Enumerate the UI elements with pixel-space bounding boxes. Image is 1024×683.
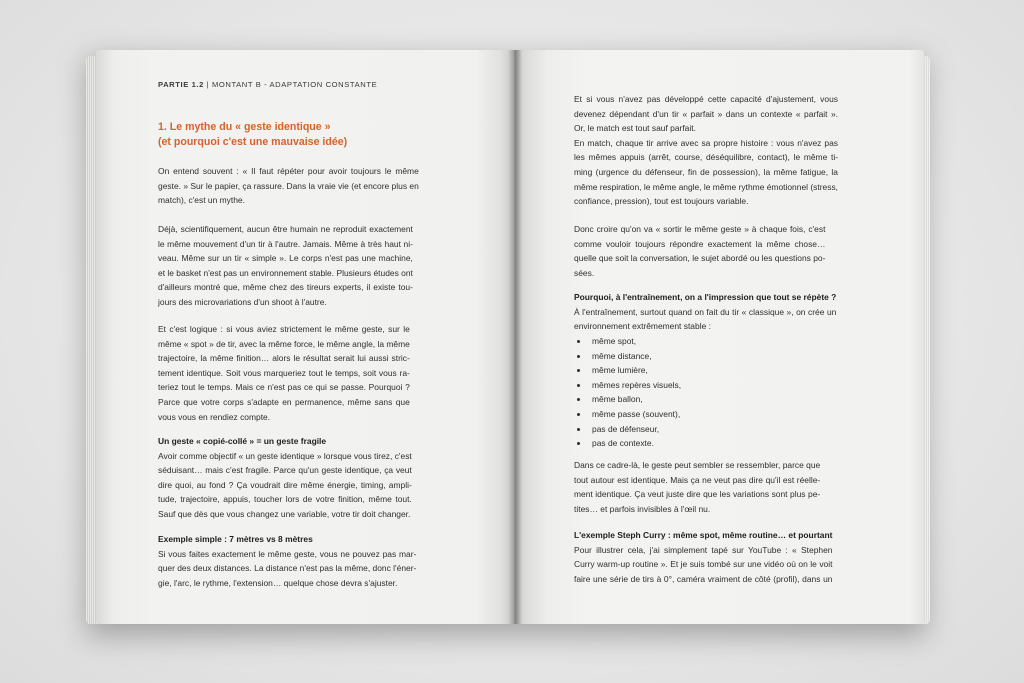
text-line: faire une série de tirs à 0°, caméra vraiment de côté (profil), dans un: [574, 573, 833, 584]
subheading: Exemple simple : 7 mètres vs 8 mètres: [158, 534, 313, 544]
text-line: environnement extrêmement stable :: [574, 321, 711, 332]
right-page: [514, 50, 924, 624]
text-line: tout autour est identique. Mais ça ne veut pas dire qu'il est réelle-: [574, 474, 821, 485]
text-line: veau. Même sur un tir « simple ». Le corps n'est pas une machine,: [158, 253, 413, 264]
text-line: jours des microvariations d'un shoot à l'autre.: [158, 296, 327, 307]
list-item: même spot,: [574, 334, 681, 349]
text-line: En match, chaque tir arrive avec sa propre histoire : vous n'avez pas: [574, 137, 839, 148]
text-line: gie, l'arc, le rythme, l'extension… quelque chose devra s'ajuster.: [158, 577, 398, 588]
text-line: Pour illustrer cela, j'ai simplement tapé sur YouTube : « Stephen: [574, 544, 833, 555]
text-line: Parce que votre corps s'adapte en permanence, même sans que: [158, 396, 410, 407]
section-example: [158, 532, 416, 590]
subheading: Un geste « copié-collé » = un geste fragile: [158, 436, 327, 446]
text-line: sées.: [574, 267, 595, 278]
training-conditions-list: [574, 334, 681, 451]
text-line: ming (urgence du défenseur, fin de possession), la même fatigue, la: [574, 166, 839, 177]
text-line: Déjà, scientifiquement, aucun être humain ne reproduit exactement: [158, 224, 413, 234]
text-line: tites… et parfois invisibles à l'œil nu.: [574, 503, 711, 514]
running-head-part: PARTIE 1.2: [158, 80, 204, 89]
section-fragile: [158, 434, 412, 522]
list-item: même lumière,: [574, 363, 681, 378]
section-training: [574, 290, 836, 334]
text-line: Si vous faites exactement le même geste, vous ne pouvez pas mar-: [158, 548, 417, 559]
list-item: mêmes repères visuels,: [574, 378, 681, 393]
text-line: À l'entraînement, surtout quand on fait du tir « classique », on crée un: [574, 306, 837, 317]
text-line: tement identique. Soit vous marqueriez tout le temps, soit vous ra-: [158, 367, 410, 378]
list-item: pas de défenseur,: [574, 422, 681, 437]
text-line: séduisant… mais c'est fragile. Parce qu'un geste identique, ça veut: [158, 465, 412, 476]
text-line: match), c'est un mythe.: [158, 195, 245, 206]
text-line: vous vous en rendiez compte.: [158, 411, 271, 422]
text-line: confiance, pression), tout est toujours variable.: [574, 196, 749, 207]
text-line: Donc croire qu'on va « sortir le même geste » à chaque fois, c'est: [574, 224, 826, 234]
list-item: même passe (souvent),: [574, 407, 681, 422]
text-line: même respiration, le même angle, le même rythme émotionnel (stress,: [574, 181, 839, 192]
chapter-title: [158, 120, 458, 150]
paragraph-framework: [574, 458, 820, 516]
text-line: tude, trajectoire, appuis, toucher lors de votre finition, même tout.: [158, 494, 412, 505]
paragraph-science: [158, 222, 413, 310]
paragraph-myth: [158, 164, 419, 208]
text-line: même « spot » de tir, avec la même force, le même angle, la même: [158, 338, 410, 349]
text-line: Et si vous n'avez pas développé cette capacité d'ajustement, vous: [574, 94, 839, 104]
book-spine-gutter: [508, 50, 522, 624]
text-line: Sauf que dès que vous changez une variable, votre tir doit changer.: [158, 508, 411, 519]
text-line: teriez tout le temps. Mais ce n'est pas ce qui se passe. Pourquoi ?: [158, 382, 410, 393]
text-line: ment identique. Ça veut juste dire que les variations sont plus pe-: [574, 489, 821, 500]
text-line: geste. » Sur le papier, ça rassure. Dans la vraie vie (et encore plus en: [158, 180, 419, 191]
text-line: comme vouloir toujours répondre exactement la même chose…: [574, 238, 826, 249]
section-curry: [574, 528, 832, 586]
list-item: pas de contexte.: [574, 436, 681, 451]
chapter-title-line: (et pourquoi c'est une mauvaise idée): [158, 136, 348, 148]
paragraph-logic: [158, 322, 410, 424]
text-line: Et c'est logique : si vous aviez strictement le même geste, sur le: [158, 324, 410, 334]
paragraph-context: [574, 92, 838, 209]
text-line: le même mouvement d'un tir à l'autre. Jamais. Même à très haut ni-: [158, 238, 413, 249]
text-line: quer des deux distances. La distance n'est pas la même, donc l'éner-: [158, 563, 417, 574]
list-item: même ballon,: [574, 392, 681, 407]
subheading: Pourquoi, à l'entraînement, on a l'impression que tout se répète ?: [574, 292, 837, 302]
text-line: d'ailleurs montré que, même chez des tireurs experts, il existe tou-: [158, 282, 413, 293]
text-line: quelle que soit la conversation, le sujet abordé ou les questions po-: [574, 253, 826, 264]
left-page: [96, 50, 514, 624]
text-line: Or, le match est tout sauf parfait.: [574, 123, 696, 134]
paragraph-same-gesture: [574, 222, 825, 280]
text-line: devenez dépendant d'un tir « parfait » dans un contexte « parfait ».: [574, 108, 839, 119]
text-line: dire quoi, au fond ? Ça voudrait dire même énergie, timing, ampli-: [158, 479, 412, 490]
list-item: même distance,: [574, 349, 681, 364]
running-head-section: | MONTANT B - ADAPTATION CONSTANTE: [203, 80, 378, 89]
chapter-title-line: 1. Le mythe du « geste identique »: [158, 121, 331, 133]
text-line: Avoir comme objectif « un geste identique » lorsque vous tirez, c'est: [158, 450, 412, 461]
text-line: et le basket n'est pas un environnement stable. Plusieurs études ont: [158, 267, 413, 278]
text-line: Dans ce cadre-là, le geste peut sembler se ressembler, parce que: [574, 460, 821, 470]
text-line: trajectoire, la même finition… alors le résultat serait lui aussi stric-: [158, 353, 410, 364]
text-line: Curry warm-up routine ». Et je suis tombé sur une vidéo où on le voit: [574, 559, 833, 570]
running-head: [158, 80, 377, 89]
subheading: L'exemple Steph Curry : même spot, même routine… et pourtant: [574, 530, 833, 540]
text-line: On entend souvent : « Il faut répéter pour avoir toujours le même: [158, 166, 419, 176]
text-line: les mêmes appuis (arrêt, course, déséquilibre, contact), le même ti-: [574, 152, 839, 163]
